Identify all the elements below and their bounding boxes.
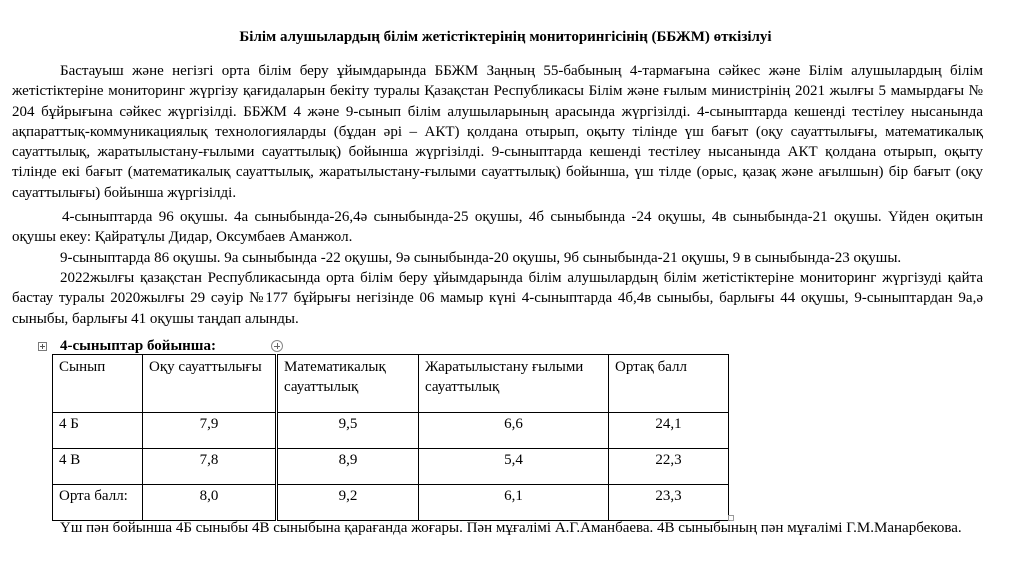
table-row [53, 449, 729, 485]
cell-math: 9,5 [277, 413, 419, 449]
document-title: Білім алушылардың білім жетістіктерінің мониторингісінің (ББЖМ) өткізілуі [239, 29, 772, 45]
table-row [53, 485, 729, 521]
paragraph-grade4-students: 4-сыныптарда 96 оқушы. 4а сыныбында-26,4ә сыныбында-25 оқушы, 4б сыныбында -24 оқушы, 4в сыныбында-21 оқушы. Үйден оқитын оқушы екеу: Қайратұлы Дидар, Оксумбаев Аманжол. [12, 209, 983, 246]
header-cell-class: Сынып [53, 355, 143, 413]
cell-science: 5,4 [419, 449, 609, 485]
table-caption: 4-сыныптар бойынша: [60, 338, 216, 354]
cell-total: 23,3 [609, 485, 729, 521]
header-cell-reading: Оқу сауаттылығы [143, 355, 277, 413]
header-cell-total: Ортақ балл [609, 355, 729, 413]
cell-reading: 8,0 [143, 485, 277, 521]
cell-reading: 7,9 [143, 413, 277, 449]
grade4-results-table [52, 354, 729, 521]
cell-math: 8,9 [277, 449, 419, 485]
paragraph-conclusion: Үш пән бойынша 4Б сыныбы 4В сыныбына қарағанда жоғары. Пән мұғалімі А.Г.Аманбаева. 4В сыныбының пән мұғалімі Г.М.Манарбекова. [60, 520, 962, 536]
table-header-row [53, 355, 729, 413]
cell-class: 4 В [53, 449, 143, 485]
cell-reading: 7,8 [143, 449, 277, 485]
paragraph-selection-order: 2022жылғы қазақстан Республикасында орта білім беру ұйымдарында білім алушылардың білім жетістіктеріне мониторинг жүргізуді қайта бастау туралы 2020жылғы 29 сәуір №177 бұйрығы негізінде 06 мамыр күні 4-сыныптарда 4б,4в сыныбы, барлығы 44 оқушы, 9-сыныптардан 9а,ә сыныбы, барлығы 41 оқушы таңдап алынды. [12, 270, 983, 327]
header-cell-science: Жаратылыстану ғылыми сауаттылық [419, 355, 609, 413]
cell-science: 6,6 [419, 413, 609, 449]
cell-math: 9,2 [277, 485, 419, 521]
table-move-handle-icon[interactable] [38, 342, 47, 351]
cell-total: 24,1 [609, 413, 729, 449]
cell-class: 4 Б [53, 413, 143, 449]
add-column-icon[interactable] [271, 340, 283, 352]
paragraph-monitoring-basis: Бастауыш және негізгі орта білім беру ұйымдарында ББЖМ Заңның 55-бабының 4-тармағына сәйкес және Білім алушылардың білім жетістіктеріне мониторинг жүргізу қағидаларын бекіту туралы Қазақстан Республикасы Білім және ғылым министрінің 2021 жылғы 5 мамырдағы № 204 бұйрығына сәйкес жүргізілді. ББЖМ 4 және 9-сынып білім алушыларының арасында жүргізілді. 4-сыныптарда кешенді тестілеу нысанында ақпараттық-коммуникациялық технологияларды (бұдан әрі – АКТ) қолдана отырып, оқыту тілінде үш бағыт (оқу сауаттылығы, математикалық сауаттылық, жаратылыстану-ғылыми сауаттылық) бойынша жүргізілді. 9-сыныптарда кешенді тестілеу нысанында АКТ қолдана отырып, оқыту тілінде екі бағыт (математикалық сауаттылық, жаратылыстану-ғылыми сауаттылық) бойынша, үш тілде (орыс, қазақ және ағылшын) бір бағыт (оқу сауаттылығы) бойынша жүргізілді. [12, 63, 983, 201]
header-cell-math: Математикалық сауаттылық [277, 355, 419, 413]
table-row [53, 413, 729, 449]
cell-class: Орта балл: [53, 485, 143, 521]
cell-science: 6,1 [419, 485, 609, 521]
cell-total: 22,3 [609, 449, 729, 485]
paragraph-grade9-students: 9-сыныптарда 86 оқушы. 9а сыныбында -22 оқушы, 9ә сыныбында-20 оқушы, 9б сыныбында-21 оқушы, 9 в сыныбында-23 оқушы. [60, 250, 902, 266]
